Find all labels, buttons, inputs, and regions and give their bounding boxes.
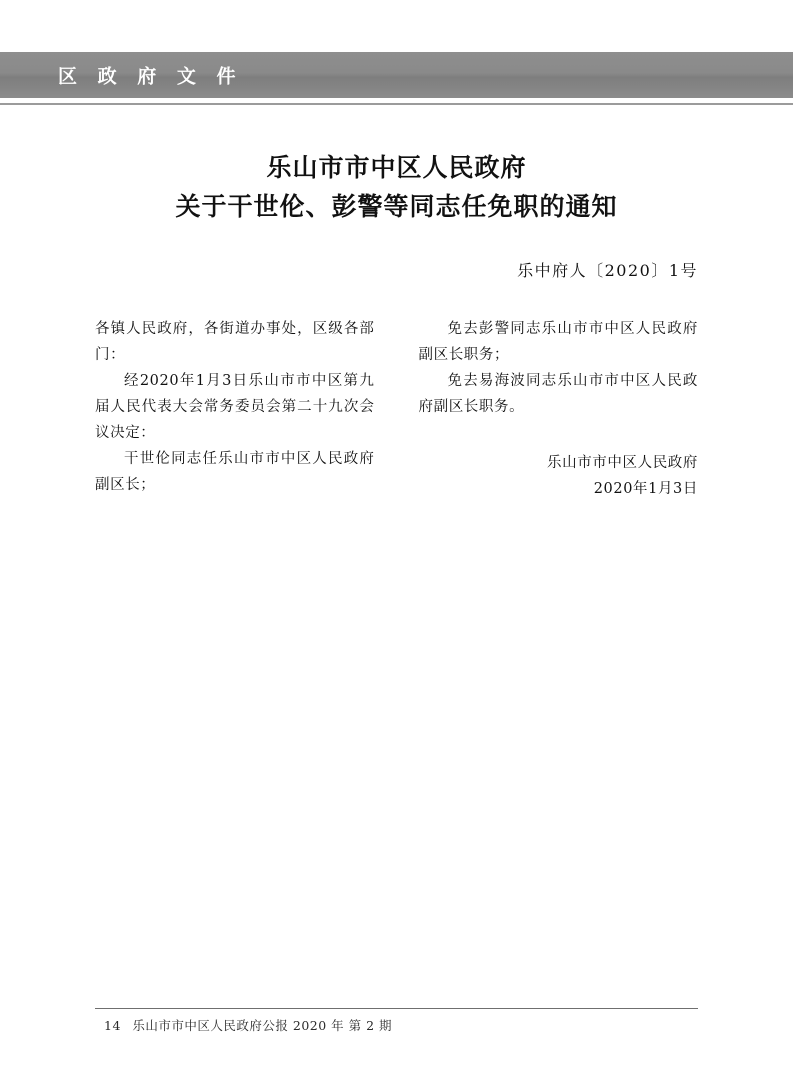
body-column-right (419, 316, 699, 502)
header-band-label: 区 政 府 文 件 (58, 65, 243, 88)
document-body (95, 316, 698, 502)
footer (104, 1016, 392, 1034)
signature-organization: 乐山市市中区人民政府 (547, 455, 698, 471)
footer-divider-rule (95, 1008, 698, 1009)
paragraph-decision-intro: 经2020年1月3日乐山市市中区第九届人民代表大会常务委员会第二十九次会议决定： (95, 373, 375, 441)
paragraph-appointment: 干世伦同志任乐山市市中区人民政府副区长； (95, 451, 375, 493)
paragraph-removal-2: 免去易海波同志乐山市市中区人民政府副区长职务。 (418, 373, 698, 415)
paragraph-removal-1: 免去彭警同志乐山市市中区人民政府副区长职务； (418, 321, 698, 363)
body-column-left (95, 316, 375, 502)
header-divider-rule (0, 103, 793, 105)
header-band-inner (0, 52, 793, 98)
signature-block (419, 450, 699, 502)
header-band (0, 52, 793, 98)
title-line-2: 关于干世伦、彭警等同志任免职的通知 (175, 192, 618, 221)
page-title (0, 148, 793, 226)
footer-source: 乐山市市中区人民政府公报 2020 年 第 2 期 (132, 1018, 393, 1033)
signature-date: 2020年1月3日 (593, 481, 698, 497)
title-line-1: 乐山市市中区人民政府 (266, 153, 527, 182)
paragraph-addressee: 各镇人民政府，各街道办事处，区级各部门： (95, 321, 375, 363)
document-number: 乐中府人〔2020〕1号 (517, 261, 698, 280)
footer-page-number: 14 (104, 1018, 121, 1033)
